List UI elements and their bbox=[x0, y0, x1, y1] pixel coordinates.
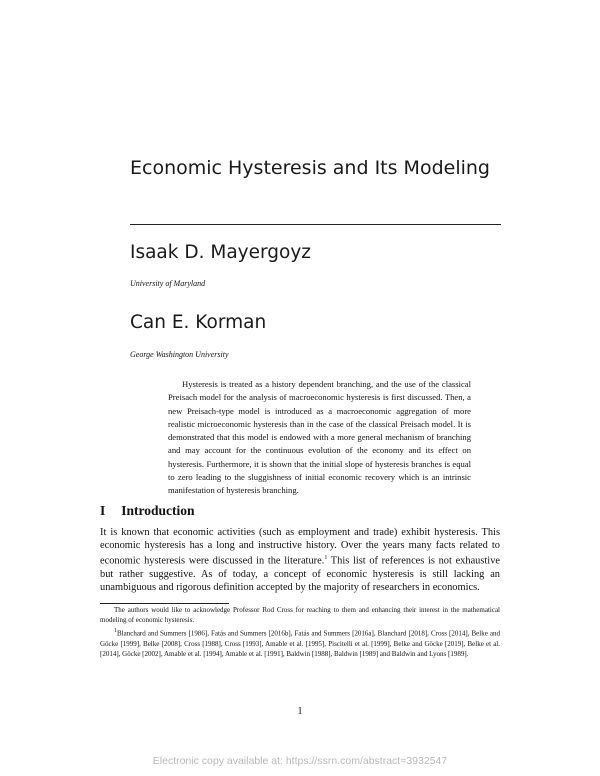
author-name: Isaak D. Mayergoyz bbox=[130, 242, 311, 263]
footnote-acknowledgment: The authors would like to acknowledge Professor Rod Cross for reaching to them and enhancing their interest in the mathematical modeling of economic hysteresis. bbox=[100, 606, 500, 625]
footnote-ref[interactable]: 1 bbox=[324, 555, 328, 562]
footnote-text: Blanchard and Summers [1986], Fatás and Summers [2016b], Fatás and Summers [2016a], Blanchard [2018], Cross [2014], Belke and Göcke [1999], Belke [2008], Cross [1988], Cross [1993], Amable et al. [1995], Piscitelli et al. [1999], Belke and Göcke [2019], Belke et al. [2014], Göcke [2002], Amable et al. [1994], Amable et al. [1991], Baldwin [1988], Baldwin [1989] and Baldwin and Lyons [1989]. bbox=[100, 629, 500, 658]
section-number: I bbox=[100, 503, 106, 518]
ssrn-watermark: Electronic copy available at: https://ssrn.com/abstract=3932547 bbox=[152, 755, 448, 767]
footnote-mark: 1 bbox=[114, 628, 117, 634]
author-name: Can E. Korman bbox=[130, 312, 267, 333]
author-affiliation: University of Maryland bbox=[130, 279, 206, 288]
body-text: It is known that economic activities (such as employment and trade) exhibit hysteresis. This economic hysteresis has a long and instructive history. Over the years many facts related to economic hysteresis were discussed in the literature. bbox=[100, 527, 500, 567]
footnote-rule bbox=[100, 603, 229, 604]
section-title: Introduction bbox=[121, 503, 195, 518]
paper-title: Economic Hysteresis and Its Modeling bbox=[130, 157, 490, 179]
section-heading bbox=[100, 503, 195, 519]
title-rule bbox=[130, 224, 501, 225]
author-affiliation: George Washington University bbox=[130, 350, 229, 359]
body-text: This list of references is not exhaustive but rather suggestive. As of today, a concept of economic hysteresis is still lacking an unambiguous and rigorous definition accepted by the majority of researchers in economics. bbox=[100, 555, 501, 594]
page-number: 1 bbox=[297, 706, 303, 717]
body-paragraph bbox=[100, 526, 500, 594]
abstract: Hysteresis is treated as a history dependent branching, and the use of the classical Preisach model for the analysis of macroeconomic hysteresis is first discussed. Then, a new Preisach-type model is introduced as a macroeconomic aggregation of more realistic microeconomic hysteresis than in the case of the classical Preisach model. It is demonstrated that this model is endowed with a more general mechanism of branching and may account for the continuous evolution of the economy and its effect on hysteresis. Furthermore, it is shown that the initial slope of hysteresis branches is equal to zero leading to the sluggishness of initial economic recovery which is an intrinsic manifestation of hysteresis branching. bbox=[168, 379, 471, 496]
footnote-1 bbox=[100, 626, 500, 659]
